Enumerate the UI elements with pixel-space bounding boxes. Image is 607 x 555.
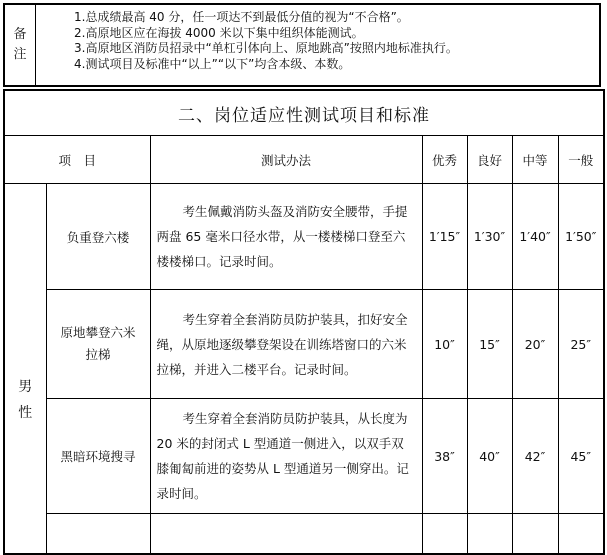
score-good: 1′30″: [467, 184, 512, 290]
group-char: 男: [18, 379, 33, 395]
group-char: 性: [18, 405, 33, 421]
table-title: 二、岗位适应性测试项目和标准: [4, 90, 604, 136]
score-average: 25″: [558, 290, 604, 399]
item-method: 考生穿着全套消防员防护装具，扣好安全绳，从原地逐级攀登架设在训练塔窗口的六米拉梯，并进入二楼平台。记录时间。: [150, 290, 422, 399]
table-row: [4, 514, 604, 554]
score-good: 15″: [467, 290, 512, 399]
item-method: 考生穿着全套消防员防护装具，从长度为 20 米的封闭式 L 型通道一侧进入，以双手双膝匍匐前进的姿势从 L 型通道另一侧穿出。记录时间。: [150, 399, 422, 514]
header-average: 一般: [558, 136, 604, 184]
score-excellent: 1′15″: [422, 184, 467, 290]
table-row: [4, 184, 604, 290]
header-good: 良好: [467, 136, 512, 184]
header-medium: 中等: [512, 136, 558, 184]
notes-box: [3, 3, 601, 87]
item-name: 黑暗环境搜寻: [46, 399, 150, 514]
score-medium: 42″: [512, 399, 558, 514]
score-medium: 20″: [512, 290, 558, 399]
table-row: [4, 290, 604, 399]
notes-label-char: 注: [13, 47, 27, 62]
header-row: [4, 136, 604, 184]
note-line: 2.高原地区应在海拔 4000 米以下集中组织体能测试。: [74, 25, 364, 40]
notes-label: [5, 5, 36, 85]
score-average: 1′50″: [558, 184, 604, 290]
notes-body: [36, 5, 458, 85]
header-method: 测试办法: [150, 136, 422, 184]
note-line: 3.高原地区消防员招录中“单杠引体向上、原地跳高”按照内地标准执行。: [74, 41, 458, 55]
item-name: 原地攀登六米拉梯: [46, 290, 150, 399]
score-good: 40″: [467, 399, 512, 514]
note-line: 4.测试项目及标准中“以上”“以下”均含本级、本数。: [74, 56, 351, 71]
group-male: [4, 184, 46, 554]
item-method: 考生佩戴消防头盔及消防安全腰带，手提两盘 65 毫米口径水带，从一楼楼梯口登至六楼楼梯口。记录时间。: [150, 184, 422, 290]
score-excellent: 10″: [422, 290, 467, 399]
notes-label-char: 备: [13, 27, 27, 42]
score-excellent: 38″: [422, 399, 467, 514]
standards-table: [3, 89, 605, 555]
header-excellent: 优秀: [422, 136, 467, 184]
score-average: 45″: [558, 399, 604, 514]
table-row: [4, 399, 604, 514]
header-item: 项 目: [4, 136, 150, 184]
item-name: 负重登六楼: [46, 184, 150, 290]
score-medium: 1′40″: [512, 184, 558, 290]
note-line: 1.总成绩最高 40 分，任一项达不到最低分值的视为“不合格”。: [74, 10, 409, 24]
